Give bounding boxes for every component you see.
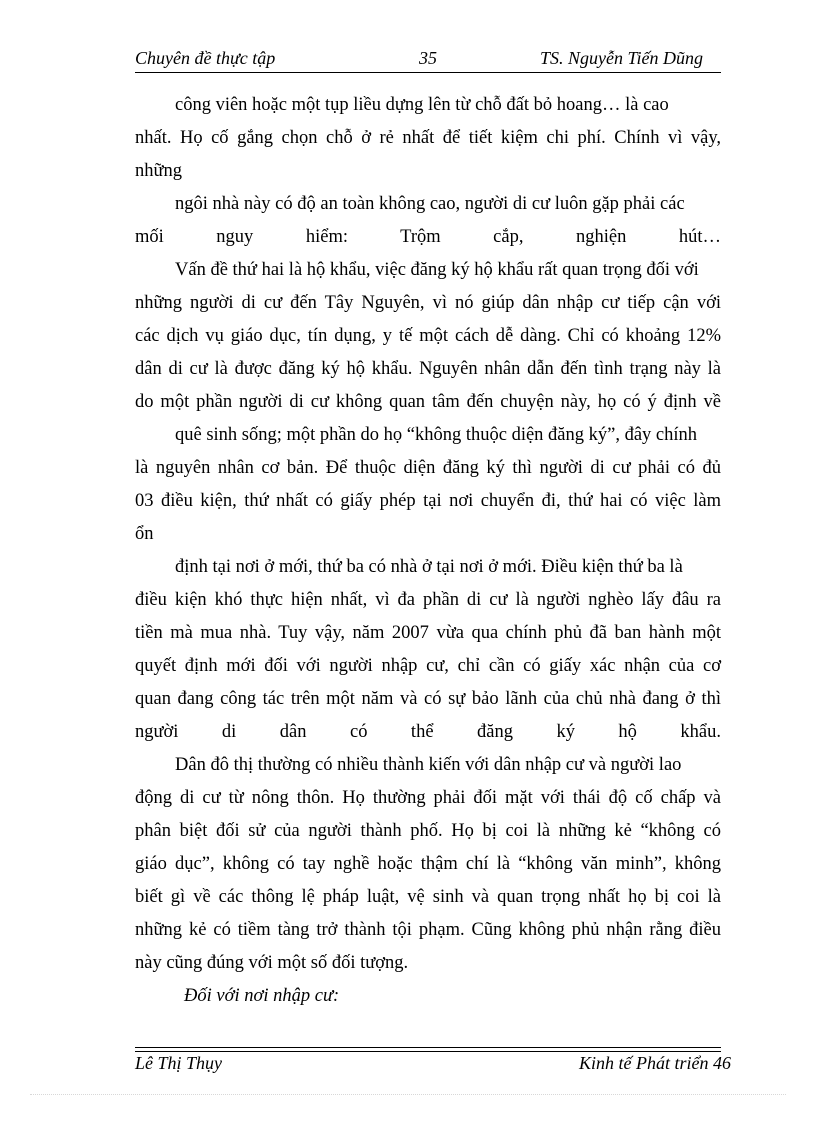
- body-line-16: điều kiện khó thực hiện nhất, vì đa phần di cư là người nghèo lấy đâu ra: [135, 590, 721, 610]
- body-line-26: những kẻ có tiềm tàng trở thành tội phạm. Cũng không phủ nhận rằng điều: [135, 920, 721, 940]
- body-line-21: Dân đô thị thường có nhiều thành kiến với dân nhập cư và người lao: [175, 755, 682, 775]
- body-line-5: mối nguy hiểm: Trộm cắp, nghiện hút…: [135, 227, 721, 247]
- footer-author: Lê Thị Thụy: [135, 1053, 223, 1073]
- body-line-23: phân biệt đối sử của người thành phố. Họ bị coi là những kẻ “không có: [135, 821, 721, 841]
- footer-rule-thin: [135, 1051, 721, 1052]
- body-line-9: dân di cư là được đăng ký hộ khẩu. Nguyên nhân dẫn đến tình trạng này là: [135, 359, 721, 379]
- section-heading: Đối với nơi nhập cư:: [184, 986, 340, 1006]
- footer-program: Kinh tế Phát triển 46: [579, 1053, 731, 1073]
- page-header: [135, 48, 721, 72]
- header-supervisor: TS. Nguyễn Tiến Dũng: [539, 48, 703, 68]
- body-line-12: là nguyên nhân cơ bản. Để thuộc diện đăng ký thì người di cư phải có đủ: [135, 458, 721, 478]
- body-line-10: do một phần người di cư không quan tâm đến chuyện này, họ có ý định về: [135, 392, 721, 412]
- body-line-19: quan đang công tác trên một năm và có sự bảo lãnh của chủ nhà đang ở thì: [135, 689, 721, 709]
- body-line-11: quê sinh sống; một phần do họ “không thuộc diện đăng ký”, đây chính: [175, 425, 698, 445]
- body-line-22: động di cư từ nông thôn. Họ thường phải đối mặt với thái độ cố chấp và: [135, 788, 721, 808]
- body-line-13: 03 điều kiện, thứ nhất có giấy phép tại nơi chuyển đi, thứ hai có việc làm: [135, 491, 721, 511]
- header-rule: [135, 72, 721, 73]
- body-line-6: Vấn đề thứ hai là hộ khẩu, việc đăng ký hộ khẩu rất quan trọng đối với: [175, 260, 699, 280]
- body-line-1: công viên hoặc một tụp liều dựng lên từ chỗ đất bỏ hoang… là cao: [175, 95, 669, 115]
- body-line-7: những người di cư đến Tây Nguyên, vì nó giúp dân nhập cư tiếp cận với: [135, 293, 721, 313]
- body-line-14: ổn: [135, 524, 154, 544]
- body-line-24: giáo dục”, không có tay nghề hoặc thậm chí là “không văn minh”, không: [135, 854, 721, 874]
- header-page-number: 35: [419, 48, 437, 68]
- body-line-20: người di dân có thể đăng ký hộ khẩu.: [135, 722, 721, 742]
- footer-rule: [135, 1047, 721, 1048]
- page-footer: [135, 1053, 731, 1077]
- body-line-18: quyết định mới đối với người nhập cư, chỉ cần có giấy xác nhận của cơ: [135, 656, 721, 676]
- body-line-15: định tại nơi ở mới, thứ ba có nhà ở tại nơi ở mới. Điều kiện thứ ba là: [175, 557, 683, 577]
- body-line-3: những: [135, 161, 183, 181]
- body-line-27: này cũng đúng với một số đối tượng.: [135, 953, 409, 973]
- body-line-4: ngôi nhà này có độ an toàn không cao, người di cư luôn gặp phải các: [175, 194, 685, 214]
- page-edge-divider: [30, 1094, 786, 1095]
- body-line-2: nhất. Họ cố gắng chọn chỗ ở rẻ nhất để tiết kiệm chi phí. Chính vì vậy,: [135, 128, 721, 148]
- body-line-17: tiền mà mua nhà. Tuy vậy, năm 2007 vừa qua chính phủ đã ban hành một: [135, 623, 721, 643]
- body-line-25: biết gì về các thông lệ pháp luật, vệ sinh và quan trọng nhất họ bị coi là: [135, 887, 721, 907]
- body-line-8: các dịch vụ giáo dục, tín dụng, y tế một cách dễ dàng. Chỉ có khoảng 12%: [135, 326, 721, 346]
- header-course-title: Chuyên đề thực tập: [135, 48, 276, 68]
